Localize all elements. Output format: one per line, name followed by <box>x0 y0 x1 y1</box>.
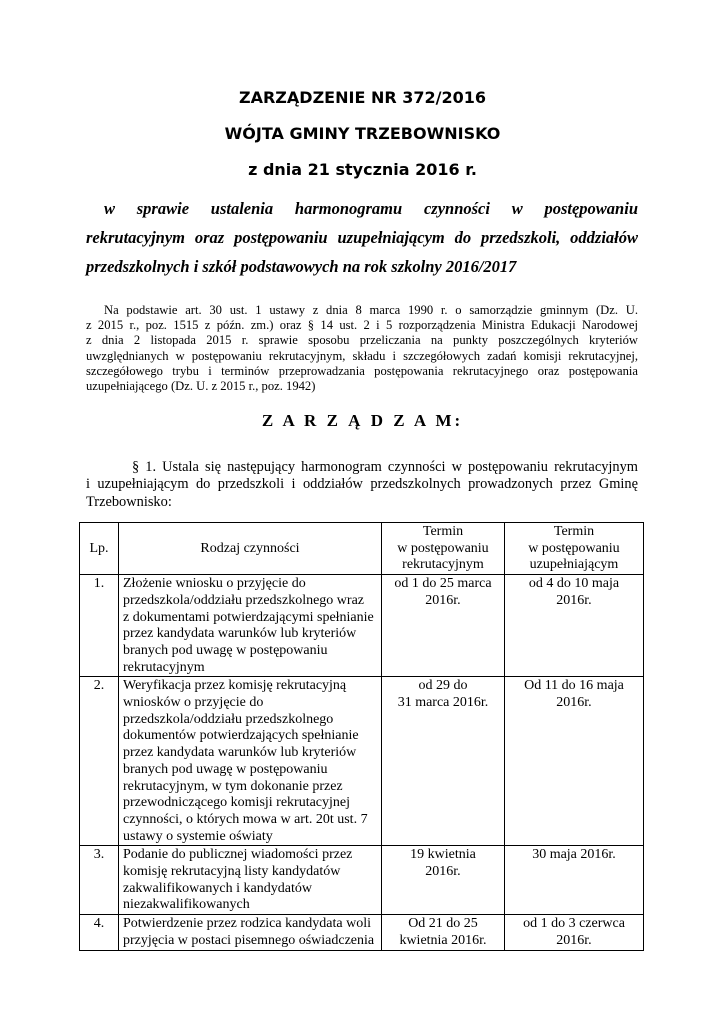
section-line: Trzebownisko: <box>86 493 172 510</box>
row-recruitment-term <box>382 677 505 846</box>
table-row <box>80 677 644 846</box>
activity-line: przedszkola/oddziału przedszkolnego wraz <box>123 592 365 608</box>
header-line: Termin <box>422 524 464 539</box>
header-term-recruitment <box>382 523 505 575</box>
term-line: 2016r. <box>556 592 592 608</box>
activity-line: dokumentów potwierdzających spełnianie <box>123 728 359 744</box>
section-line: § 1. Ustala się następujący harmonogram czynności w postępowaniu rekrutacyjnym <box>132 459 638 475</box>
activity-line: niezakwalifikowanych <box>123 897 250 913</box>
activity-line: przedszkola/oddziału przedszkolnego <box>123 711 334 727</box>
section-1-paragraph <box>86 459 638 511</box>
header-line: w postępowaniu <box>397 540 489 556</box>
term-line: od 1 do 25 marca <box>394 576 492 592</box>
basis-line: Na podstawie art. 30 ust. 1 ustawy z dnia 8 marca 1990 r. o samorządzie gminnym (Dz. U. <box>104 303 638 317</box>
term-line: 30 maja 2016r. <box>532 847 616 863</box>
row-recruitment-term <box>382 846 505 915</box>
header-term-supplementary <box>505 523 644 575</box>
header-line: Termin <box>553 524 595 539</box>
subject-paragraph <box>86 194 638 281</box>
legal-basis-paragraph <box>86 303 638 394</box>
term-line: Od 11 do 16 maja <box>524 678 624 694</box>
row-activity <box>119 846 382 915</box>
activity-line: Podanie do publicznej wiadomości przez <box>123 847 353 863</box>
activity-line: Weryfikacja przez komisję rekrutacyjną <box>123 678 347 694</box>
activity-line: przez kandydata warunków lub kryteriów <box>123 626 357 642</box>
table-row <box>80 915 644 950</box>
header-lp: Lp. <box>80 523 119 575</box>
subject-line: w sprawie ustalenia harmonogramu czynności w postępowaniu <box>104 199 638 218</box>
issuer-title: WÓJTA GMINY TRZEBOWNISKO <box>224 124 501 143</box>
row-recruitment-term <box>382 575 505 677</box>
activity-line: czynności, o których mowa w art. 20t ust. 7 <box>123 811 368 827</box>
row-activity <box>119 575 382 677</box>
row-activity <box>119 677 382 846</box>
row-recruitment-term <box>382 915 505 950</box>
header-line: w postępowaniu <box>528 540 620 556</box>
row-supplementary-term <box>505 915 644 950</box>
basis-line: szczegółowego trybu i terminów przeprowadzania postępowania rekrutacyjnego oraz postępowania <box>86 363 638 378</box>
decree-heading: Z A R Z Ą D Z A M: <box>261 411 464 430</box>
activity-line: rekrutacyjnym, w tym dokonanie przez <box>123 778 343 794</box>
activity-line: wniosków o przyjęcie do <box>123 695 264 711</box>
term-line: od 1 do 3 czerwca <box>523 916 625 932</box>
basis-line: uzupełniającego (Dz. U. z 2015 r., poz. 1942) <box>86 379 316 394</box>
term-line: 2016r. <box>425 864 461 880</box>
subject-line: rekrutacyjnym oraz postępowaniu uzupełniającym do przedszkoli, oddziałów <box>86 228 638 247</box>
activity-line: przyjęcia w postaci pisemnego oświadczenia <box>123 932 375 948</box>
schedule-table <box>79 522 644 951</box>
header-line: uzupełniającym <box>529 557 619 573</box>
term-line: 19 kwietnia <box>410 847 476 863</box>
activity-line: branych pod uwagę w postępowaniu <box>123 642 328 658</box>
activity-line: przewodniczącego komisji rekrutacyjnej <box>123 795 351 811</box>
table-header-row <box>80 523 644 575</box>
term-line: 2016r. <box>425 592 461 608</box>
term-line: 31 marca 2016r. <box>397 695 489 711</box>
term-line: 2016r. <box>556 695 592 711</box>
basis-line: z 2015 r., poz. 1515 z późn. zm.) oraz § 14 ust. 2 i 5 rozporządzenia Ministra Edukacji Narodowej <box>86 318 638 333</box>
basis-line: uwzględnianych w postępowaniu rekrutacyjnym, składu i szczegółowych zadań komisji rekrutacyjnej, <box>86 348 638 363</box>
activity-line: rekrutacyjnym <box>123 659 205 675</box>
term-line: od 4 do 10 maja <box>528 576 620 592</box>
header-line: rekrutacyjnym <box>402 557 484 573</box>
row-lp: 3. <box>80 846 119 915</box>
activity-line: branych pod uwagę w postępowaniu <box>123 761 328 777</box>
table-row <box>80 846 644 915</box>
row-supplementary-term <box>505 575 644 677</box>
document-title: ZARZĄDZENIE NR 372/2016 <box>239 88 486 107</box>
row-lp: 4. <box>80 915 119 950</box>
activity-line: Potwierdzenie przez rodzica kandydata woli <box>123 916 372 932</box>
section-line: i uzupełniającym do przedszkoli i oddziałów przedszkolnych prowadzonych przez Gminę <box>86 476 638 493</box>
row-supplementary-term <box>505 846 644 915</box>
term-line: od 29 do <box>418 678 468 694</box>
activity-line: ustawy o systemie oświaty <box>123 828 273 844</box>
term-line: 2016r. <box>556 932 592 948</box>
subject-line: przedszkolnych i szkół podstawowych na rok szkolny 2016/2017 <box>86 257 517 276</box>
activity-line: komisję rekrutacyjną listy kandydatów <box>123 864 341 880</box>
header-activity: Rodzaj czynności <box>119 523 382 575</box>
term-line: kwietnia 2016r. <box>399 932 487 948</box>
row-supplementary-term <box>505 677 644 846</box>
row-lp: 2. <box>80 677 119 846</box>
activity-line: zakwalifikowanych i kandydatów <box>123 880 312 896</box>
activity-line: Złożenie wniosku o przyjęcie do <box>123 576 306 592</box>
document-date: z dnia 21 stycznia 2016 r. <box>248 160 477 179</box>
table-row <box>80 575 644 677</box>
row-activity <box>119 915 382 950</box>
basis-line: z dnia 2 listopada 2015 r. sprawie sposobu przeliczania na punkty poszczególnych kryteriów <box>86 333 638 348</box>
activity-line: przez kandydata warunków lub kryteriów <box>123 745 357 761</box>
activity-line: z dokumentami potwierdzającymi spełnianie <box>123 609 374 625</box>
row-lp: 1. <box>80 575 119 677</box>
term-line: Od 21 do 25 <box>408 916 478 932</box>
